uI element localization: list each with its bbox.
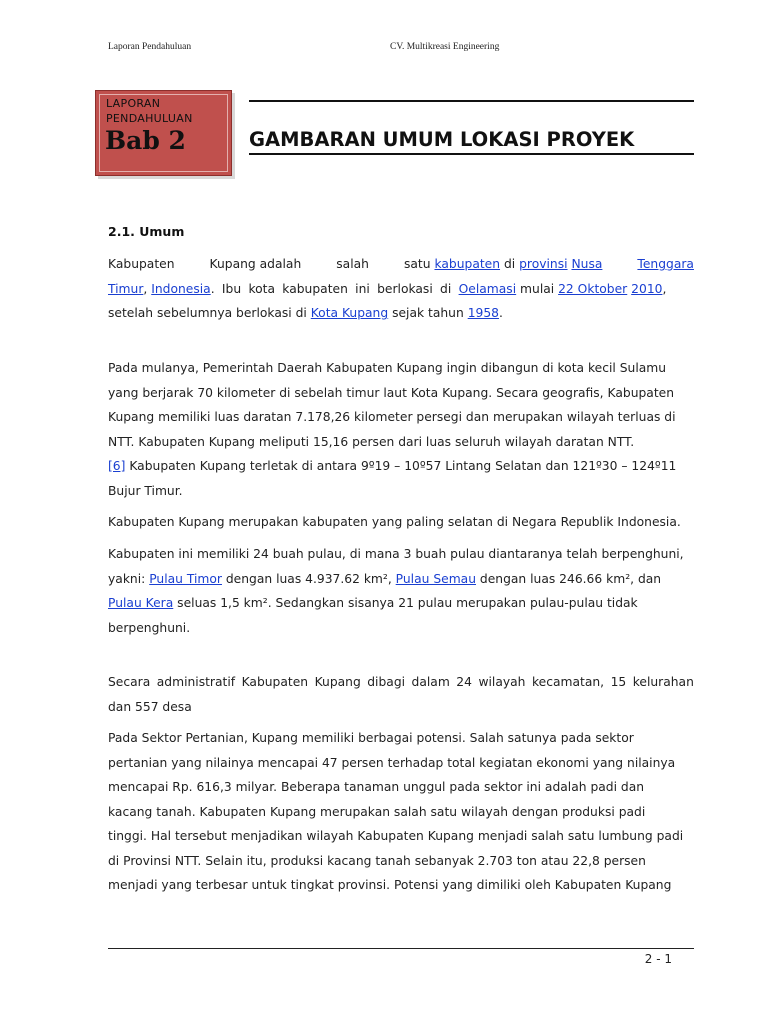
chapter-box-label: LAPORAN PENDAHULUAN (106, 97, 193, 125)
p5-word: Kupang (314, 675, 361, 689)
p5-word: Kabupaten (241, 675, 309, 689)
paragraph-4 (108, 542, 694, 640)
p1-text: , (662, 281, 667, 296)
p4-text: seluas 1,5 km². Sedangkan sisanya 21 pulau merupakan pulau-pulau tidak (173, 596, 638, 610)
p5-word: wilayah (478, 675, 526, 689)
paragraph-3 (108, 510, 694, 535)
link-kabupaten[interactable]: kabupaten (434, 257, 501, 271)
p1-text: setelah sebelumnya berlokasi di (108, 306, 311, 320)
paragraph-4-line: Kabupaten ini memiliki 24 buah pulau, di mana 3 buah pulau diantaranya telah berpenghuni, (108, 547, 684, 561)
section-heading: 2.1. Umum (108, 224, 185, 239)
paragraph-6-line: mencapai Rp. 616,3 milyar. Beberapa tanaman unggul pada sektor ini adalah padi dan (108, 780, 645, 794)
paragraph-2-line: yang berjarak 70 kilometer di sebelah timur laut Kota Kupang. Secara geografis, Kabupaten (108, 385, 675, 400)
paragraph-6-line: pertanian yang nilainya mencapai 47 persen terhadap total kegiatan ekonomi yang nilainya (108, 755, 676, 770)
header-right-text: CV. Multikreasi Engineering (390, 42, 500, 52)
p1-text: . Ibu kota kabupaten ini berlokasi di (210, 281, 459, 296)
paragraph-1-line-3 (108, 301, 694, 326)
link-2010[interactable]: 2010 (631, 281, 663, 296)
link-22-oktober[interactable]: 22 Oktober (558, 281, 628, 296)
p1-word: satu (403, 257, 431, 271)
link-indonesia[interactable]: Indonesia (151, 281, 211, 296)
paragraph-6-line: kacang tanah. Kabupaten Kupang merupakan salah satu wilayah dengan produksi padi (108, 804, 646, 819)
link-provinsi[interactable]: provinsi (519, 257, 568, 271)
paragraph-1 (108, 252, 694, 326)
paragraph-2-line: Pada mulanya, Pemerintah Daerah Kabupaten Kupang ingin dibangun di kota kecil Sulamu (108, 361, 667, 375)
link-pulau-timor[interactable]: Pulau Timor (149, 571, 222, 586)
paragraph-2 (108, 356, 694, 503)
paragraph-3-line: Kabupaten Kupang merupakan kabupaten yang paling selatan di Negara Republik Indonesia. (108, 515, 681, 529)
paragraph-5-line: dan 557 desa (108, 699, 192, 714)
paragraph-6-line: menjadi yang terbesar untuk tingkat provinsi. Potensi yang dimiliki oleh Kabupaten Kupang (108, 878, 672, 892)
p1-text: . (498, 306, 503, 320)
p4-text: dengan luas 4.937.62 km², (221, 571, 396, 586)
chapter-number: Bab 2 (105, 126, 186, 155)
p5-word: kelurahan (632, 675, 694, 689)
paragraph-4-line (108, 567, 694, 592)
paragraph-2-line: NTT. Kabupaten Kupang meliputi 15,16 persen dari luas seluruh wilayah daratan NTT. (108, 434, 635, 449)
p1-text: , (143, 281, 152, 296)
link-nusa-tenggara-timur[interactable]: Timur (108, 281, 144, 296)
header-left-text: Laporan Pendahuluan (108, 42, 192, 52)
paragraph-4-line: berpenghuni. (108, 620, 191, 635)
p1-text: sejak tahun (388, 306, 468, 320)
reference-link-6[interactable]: [6] (108, 459, 126, 473)
link-pulau-kera[interactable]: Pulau Kera (108, 596, 174, 610)
link-nusa-tenggara-timur[interactable]: Nusa (571, 257, 603, 271)
p5-word: kecamatan, (531, 675, 605, 689)
p1-word: Kupang adalah (209, 257, 302, 271)
paragraph-2-line: Kupang memiliki luas daratan 7.178,26 kilometer persegi dan merupakan wilayah terluas di (108, 410, 676, 424)
paragraph-2-line: Bujur Timur. (108, 483, 183, 498)
paragraph-5-line (108, 670, 694, 695)
paragraph-6-line: Pada Sektor Pertanian, Kupang memiliki berbagai potensi. Salah satunya pada sektor (108, 731, 634, 745)
page-number: 2 - 1 (644, 952, 672, 966)
p5-word: 15 (610, 675, 627, 689)
paragraph-6-line: di Provinsi NTT. Selain itu, produksi kacang tanah sebanyak 2.703 ton atau 22,8 persen (108, 853, 646, 868)
p1-word: salah (336, 257, 369, 271)
p1-link-group (404, 252, 602, 277)
p1-word: di (503, 257, 516, 271)
title-rule-bottom (249, 153, 694, 155)
title-rule-top (249, 100, 694, 102)
p5-word: 24 (456, 675, 472, 689)
p1-text: mulai (516, 281, 559, 296)
paragraph-4-line (108, 591, 694, 616)
link-kota-kupang[interactable]: Kota Kupang (310, 306, 389, 320)
link-nusa-tenggara-timur[interactable]: Tenggara (637, 257, 694, 271)
p5-word: administratif (156, 675, 236, 689)
p1-word: Kabupaten (108, 257, 175, 271)
footer-rule (108, 948, 694, 949)
paragraph-6 (108, 726, 694, 898)
paragraph-2-line (108, 454, 694, 479)
paragraph-1-line-2 (108, 277, 694, 302)
chapter-title: GAMBARAN UMUM LOKASI PROYEK (249, 128, 635, 151)
p5-word: Secara (108, 675, 151, 689)
link-pulau-semau[interactable]: Pulau Semau (395, 571, 476, 586)
paragraph-6-line: tinggi. Hal tersebut menjadikan wilayah Kabupaten Kupang menjadi salah satu lumbung padi (108, 829, 684, 843)
paragraph-1-line-1 (108, 252, 694, 277)
link-oelamasi[interactable]: Oelamasi (458, 281, 517, 296)
p4-text: yakni: (108, 571, 150, 586)
link-1958[interactable]: 1958 (467, 306, 499, 320)
p4-text: dengan luas 246.66 km², dan (476, 571, 662, 586)
p2-text: Kabupaten Kupang terletak di antara 9º19 – 10º57 Lintang Selatan dan 121º30 – 124º11 (125, 459, 677, 473)
paragraph-5 (108, 670, 694, 719)
p5-word: dalam (411, 675, 450, 689)
p5-word: dibagi (367, 675, 406, 689)
